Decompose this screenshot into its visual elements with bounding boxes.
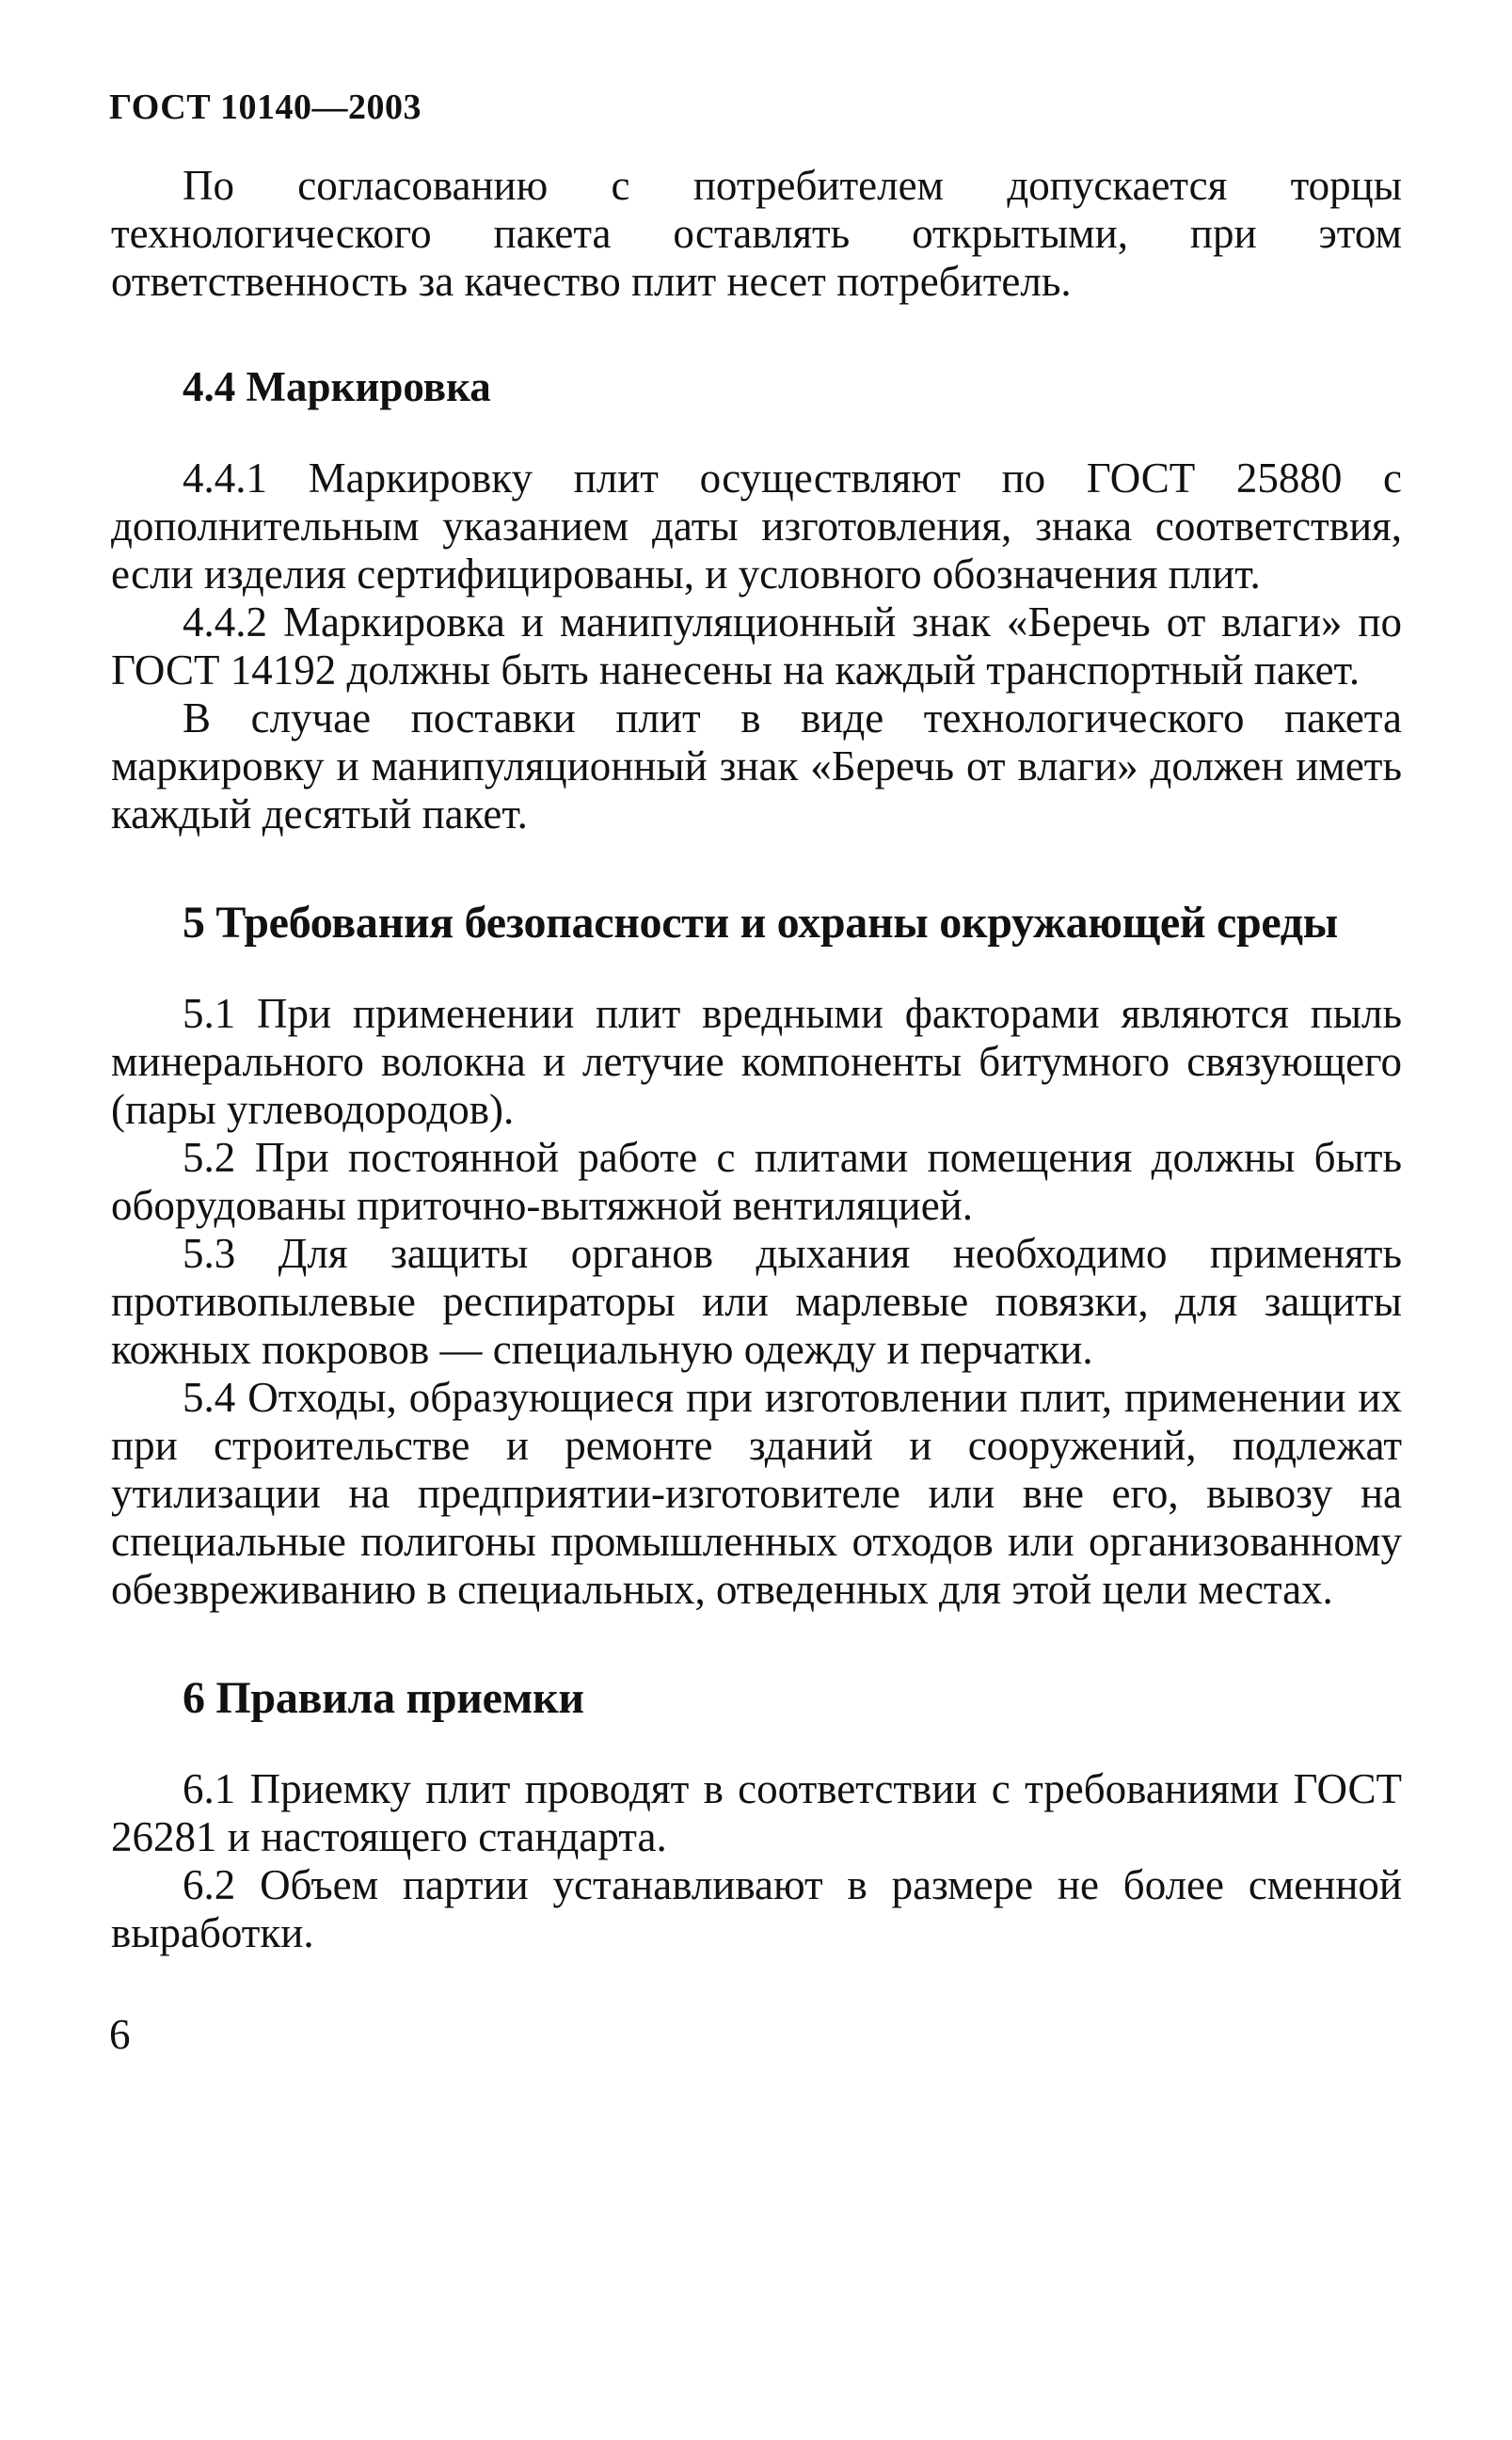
paragraph-6-2: 6.2 Объем партии устанавливают в размере не более сменной выработки. bbox=[111, 1861, 1402, 1956]
paragraph-5-3: 5.3 Для защиты органов дыхания необходимо применять противопылевые респираторы или марлевые повязки, для защиты кожных покровов — специальную одежду и перчатки. bbox=[111, 1230, 1402, 1373]
paragraph-4-4-2: 4.4.2 Маркировка и манипуляционный знак «Беречь от влаги» по ГОСТ 14192 должны быть нанесены на каждый транспортный пакет. bbox=[111, 598, 1402, 694]
paragraph-4-4-2-cont: В случае поставки плит в виде технологического пакета маркировку и манипуляционный знак «Беречь от влаги» должен иметь каждый десятый пакет. bbox=[111, 694, 1402, 837]
page-number: 6 bbox=[109, 2011, 131, 2058]
paragraph-4-4-1: 4.4.1 Маркировку плит осуществляют по ГОСТ 25880 с дополнительным указанием даты изготовления, знака соответствия, если изделия сертифицированы, и условного обозначения плит. bbox=[111, 455, 1402, 598]
paragraph-5-1: 5.1 При применении плит вредными факторами являются пыль минерального волокна и летучие компоненты битумного связующего (пары углеводородов). bbox=[111, 990, 1402, 1133]
section-heading-6: 6 Правила приемки bbox=[183, 1673, 584, 1723]
paragraph-5-2: 5.2 При постоянной работе с плитами помещения должны быть оборудованы приточно-вытяжной вентиляцией. bbox=[111, 1134, 1402, 1229]
paragraph-6-1: 6.1 Приемку плит проводят в соответствии с требованиями ГОСТ 26281 и настоящего стандарта. bbox=[111, 1765, 1402, 1860]
paragraph-5-4: 5.4 Отходы, образующиеся при изготовлении плит, применении их при строительстве и ремонте зданий и сооружений, подлежат утилизации на предприятии-изготовителе или вне его, вывозу на специальные полигоны промышленных отходов или организованному обезвреживанию в специальных, отведенных для этой цели местах. bbox=[111, 1374, 1402, 1613]
paragraph-package-ends: По согласованию с потребителем допускается торцы технологического пакета оставлять открытыми, при этом ответственность за качество плит несет потребитель. bbox=[111, 162, 1402, 305]
document-header: ГОСТ 10140—2003 bbox=[109, 88, 422, 127]
section-heading-4-4: 4.4 Маркировка bbox=[183, 363, 491, 410]
section-heading-5: 5 Требования безопасности и охраны окружающей среды bbox=[183, 898, 1338, 948]
document-body bbox=[111, 162, 1402, 1957]
